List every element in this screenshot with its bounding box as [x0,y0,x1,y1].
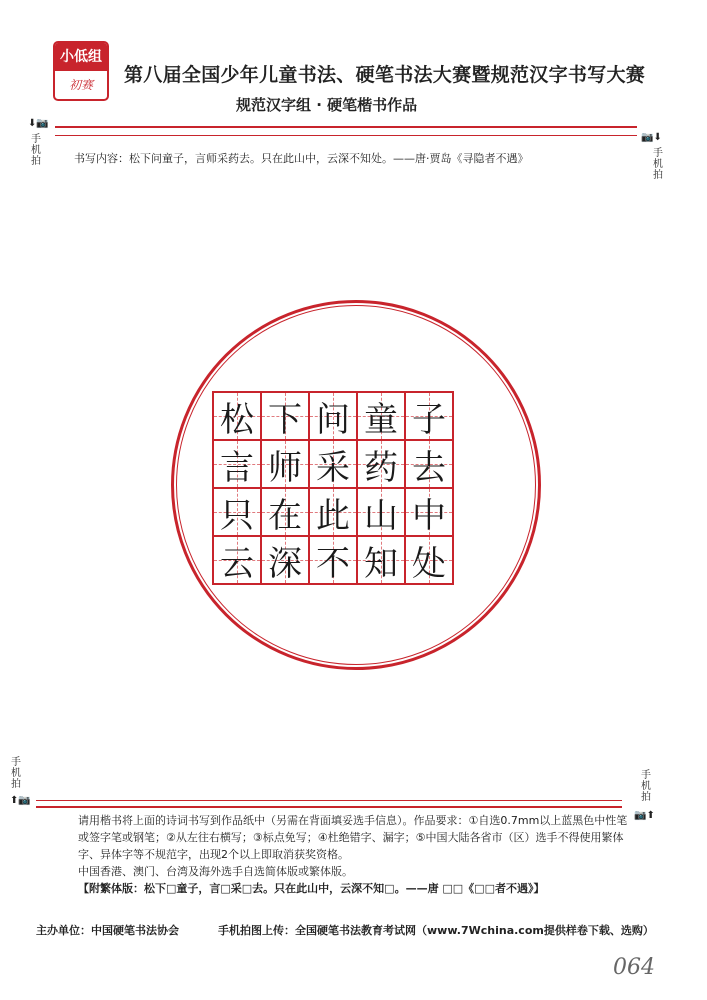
camera-icon: 📷⬆ [634,810,655,821]
requirements-traditional: 【附繁体版：松下□童子，言□采□去。只在此山中，云深不知□。——唐 □□《□□者不遇》】 [78,882,545,895]
grid-cell: 在 [261,488,309,536]
camera-icon: ⬆📷 [10,795,31,806]
photo-marker-bottom-left: 手机拍 [11,757,21,790]
requirements-text: 请用楷书将上面的诗词书写到作品纸中（另需在背面填妥选手信息）。作品要求：①自选0.7mm以上蓝黑色中性笔或签字笔或钢笔；②从左往右横写；③标点免写；④杜绝错字、漏字；⑤中国大陆各省市（区）选手不得使用繁体字、异体字等不规范字，出现2个以上即取消获奖资格。 [78,814,628,861]
page-subtitle: 规范汉字组 · 硬笔楷书作品 [236,96,418,114]
requirements-overseas: 中国香港、澳门、台湾及海外选手自选简体版或繁体版。 [78,865,353,878]
grid-cell: 子 [405,392,453,440]
grid-cell: 知 [357,536,405,584]
grid-cell: 深 [261,536,309,584]
grid-cell: 松 [213,392,261,440]
grid-cell: 此 [309,488,357,536]
requirements-block [78,812,638,897]
page-number: 064 [613,955,655,980]
organizer-text: 主办单位：中国硬笔书法协会 [36,924,179,937]
top-rule-thin [55,135,637,136]
bottom-rule [36,806,622,808]
top-rule [55,126,637,128]
photo-marker-bottom-right: 手机拍 [641,770,651,803]
grid-cell: 去 [405,440,453,488]
grid-cell: 处 [405,536,453,584]
grid-cell: 药 [357,440,405,488]
writing-content: 书写内容：松下问童子，言师采药去。只在此山中，云深不知处。——唐·贾岛《寻隐者不遇》 [74,152,529,165]
page-title: 第八届全国少年儿童书法、硬笔书法大赛暨规范汉字书写大赛 [124,64,646,86]
grid-cell: 中 [405,488,453,536]
camera-icon: 📷⬇ [641,132,662,143]
grid-cell: 问 [309,392,357,440]
bottom-rule-thin [36,800,622,801]
camera-icon: ⬇📷 [28,118,49,129]
grid-cell: 师 [261,440,309,488]
badge-stage-label: 初赛 [68,78,93,92]
grid-cell: 下 [261,392,309,440]
grid-cell: 山 [357,488,405,536]
grid-cell: 言 [213,440,261,488]
writing-grid [212,391,454,585]
group-badge [53,41,109,101]
grid-cell: 只 [213,488,261,536]
photo-marker-top-right: 手机拍 [653,148,663,181]
grid-cell: 采 [309,440,357,488]
grid-cell: 童 [357,392,405,440]
grid-cell: 云 [213,536,261,584]
grid-cell: 不 [309,536,357,584]
upload-text: 手机拍图上传：全国硬笔书法教育考试网（www.7Wchina.com提供样卷下载、选购） [218,924,654,937]
badge-group-label: 小低组 [55,43,107,71]
photo-marker-top-left: 手机拍 [31,134,41,167]
